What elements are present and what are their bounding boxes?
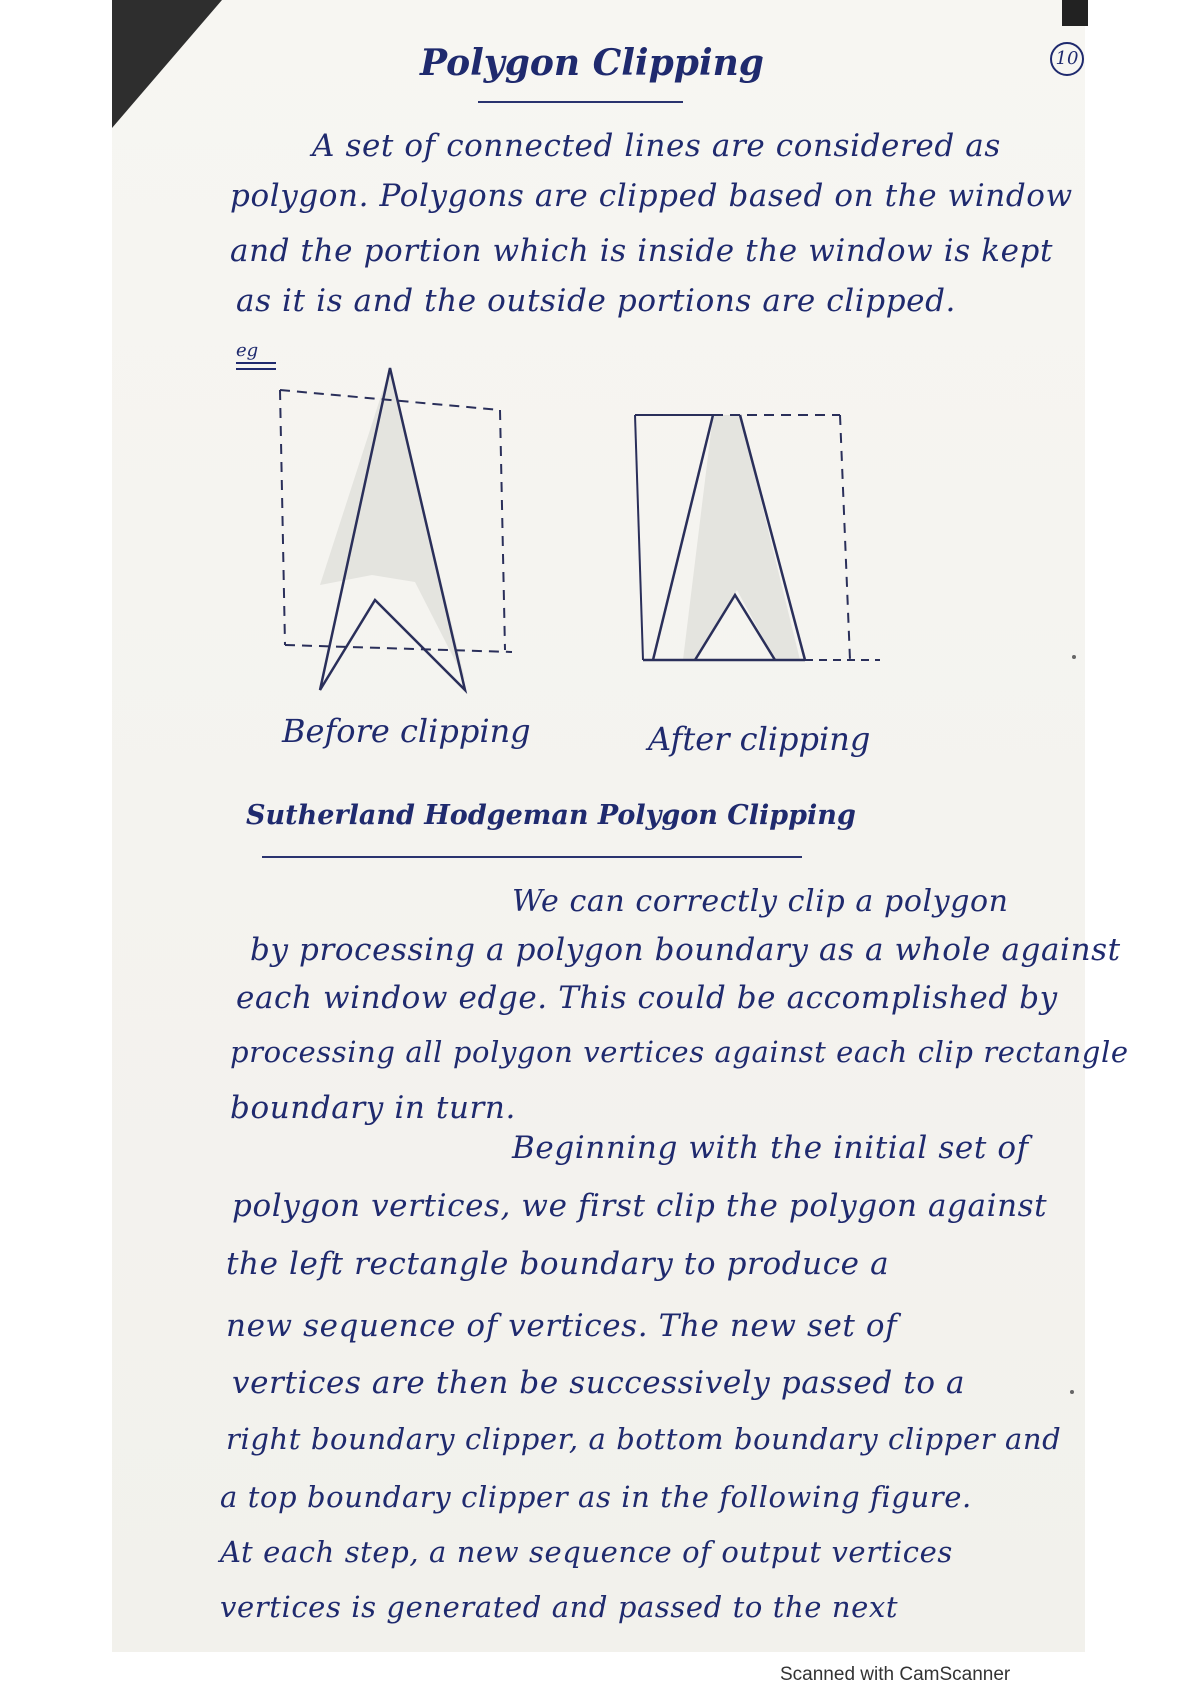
intro-line-3: and the portion which is inside the window is kept <box>230 233 1054 269</box>
scanner-watermark: Scanned with CamScanner <box>780 1664 1011 1685</box>
para1-line-1: We can correctly clip a polygon <box>512 884 1009 919</box>
caption-after-clipping: After clipping <box>648 720 871 758</box>
para2-line-2: polygon vertices, we first clip the polygon against <box>232 1188 1048 1224</box>
before-window-left <box>280 390 285 645</box>
after-polygon-shaded <box>683 415 800 660</box>
folded-corner-shadow <box>112 0 232 140</box>
intro-line-4: as it is and the outside portions are clipped. <box>236 283 956 319</box>
section-heading: Sutherland Hodgeman Polygon Clipping <box>246 800 856 831</box>
intro-line-2: polygon. Polygons are clipped based on the window <box>230 178 1073 214</box>
after-window-right <box>840 415 850 660</box>
before-clipping-diagram <box>250 360 530 700</box>
page-number: 10 <box>1050 42 1084 76</box>
para2-line-3: the left rectangle boundary to produce a <box>226 1246 890 1282</box>
before-polygon-shaded <box>320 368 465 680</box>
para2-line-9: vertices is generated and passed to the next <box>220 1590 899 1624</box>
para2-line-8: At each step, a new sequence of output vertices <box>220 1535 953 1569</box>
para1-line-2: by processing a polygon boundary as a whole against <box>250 932 1121 968</box>
caption-before-clipping: Before clipping <box>282 712 531 750</box>
intro-line-1: A set of connected lines are considered as <box>312 128 1001 164</box>
para1-line-4: processing all polygon vertices against each clip rectangle <box>230 1035 1129 1069</box>
scan-left-margin <box>0 0 112 1698</box>
after-window-left <box>635 415 643 660</box>
before-window-bottom <box>285 645 512 652</box>
scan-right-margin <box>1085 0 1200 1698</box>
scan-top-strip <box>1062 0 1088 26</box>
ink-speck <box>1072 655 1076 659</box>
ink-speck <box>1070 1390 1074 1394</box>
title-underline <box>478 101 683 103</box>
example-label: eg <box>236 340 259 361</box>
para1-line-3: each window edge. This could be accomplished by <box>236 980 1058 1016</box>
section-heading-underline <box>262 856 802 858</box>
page-title: Polygon Clipping <box>420 42 764 84</box>
para2-line-6: right boundary clipper, a bottom boundary clipper and <box>226 1422 1062 1456</box>
para2-line-1: Beginning with the initial set of <box>512 1130 1029 1166</box>
para2-line-7: a top boundary clipper as in the following figure. <box>220 1480 972 1514</box>
para2-line-5: vertices are then be successively passed to a <box>232 1365 966 1401</box>
para2-line-4: new sequence of vertices. The new set of <box>226 1308 898 1344</box>
para1-line-5: boundary in turn. <box>230 1090 516 1126</box>
before-window-right <box>500 410 505 650</box>
after-clipping-diagram <box>625 410 905 670</box>
